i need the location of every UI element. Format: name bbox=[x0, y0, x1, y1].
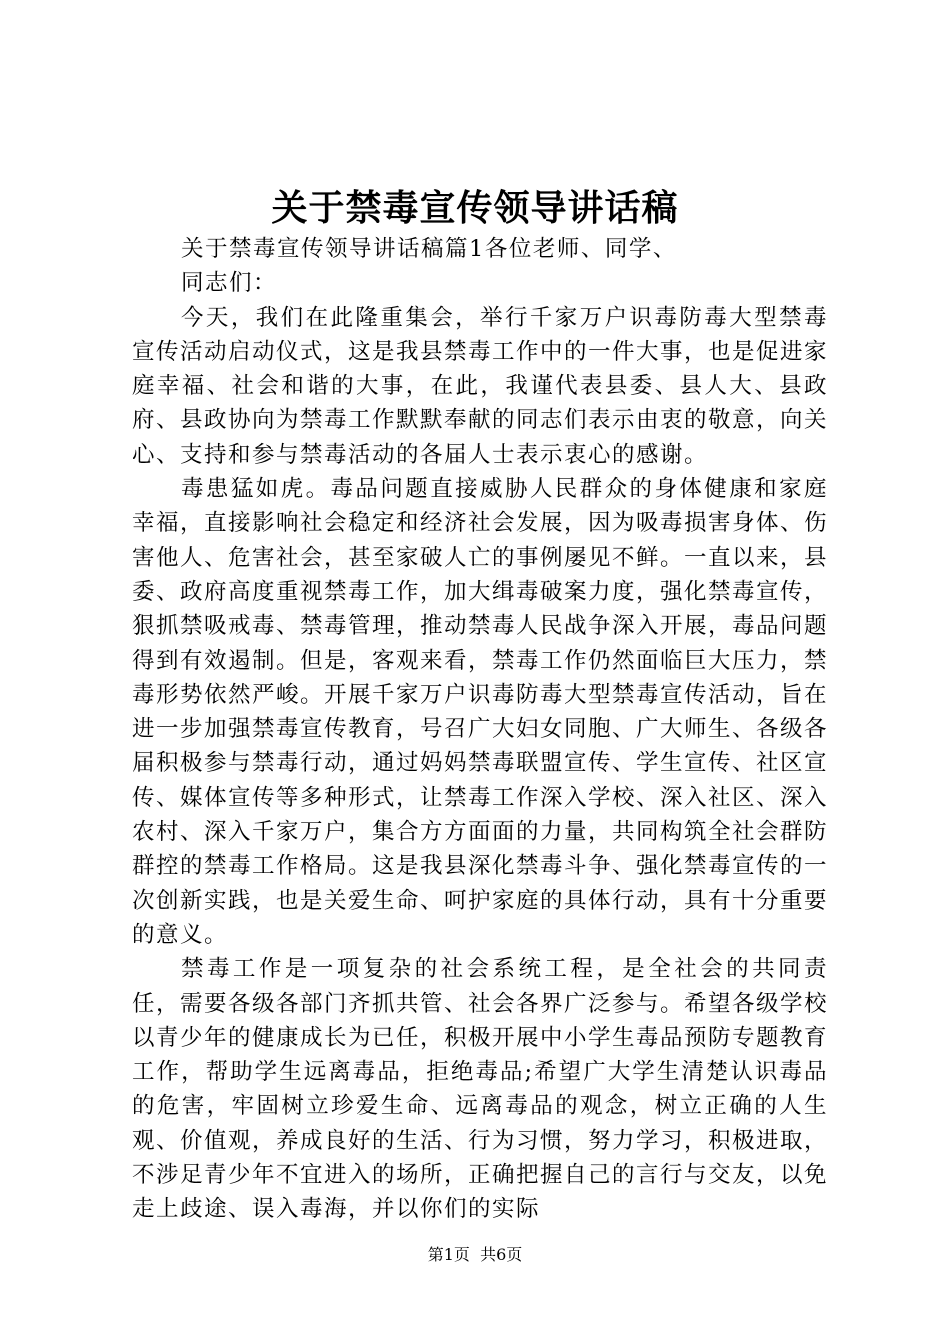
intro-line: 关于禁毒宣传领导讲话稿篇1各位老师、同学、 bbox=[181, 236, 677, 262]
document-body bbox=[132, 232, 828, 1227]
page-number: 第1页 共6页 bbox=[427, 1245, 523, 1264]
page-footer bbox=[0, 1244, 950, 1266]
paragraph-opening: 今天，我们在此隆重集会，举行千家万户识毒防毒大型禁毒宣传活动启动仪式，这是我县禁毒工作中的一件大事，也是促进家庭幸福、社会和谐的大事，在此，我谨代表县委、县人大、县政府、县政协向为禁毒工作默默奉献的同志们表示由衷的敬意，向关心、支持和参与禁毒活动的各届人士表示衷心的感谢。 bbox=[132, 304, 829, 468]
salutation-line: 同志们： bbox=[181, 270, 278, 297]
document-title: 关于禁毒宣传领导讲话稿 bbox=[271, 187, 679, 229]
paragraph-drug-harm: 毒患猛如虎。毒品问题直接威胁人民群众的身体健康和家庭幸福，直接影响社会稳定和经济社会发展，因为吸毒损害身体、伤害他人、危害社会，甚至家破人亡的事例屡见不鲜。一直以来，县委、政府高度重视禁毒工作，加大缉毒破案力度，强化禁毒宣传，狠抓禁吸戒毒、禁毒管理，推动禁毒人民战争深入开展，毒品问题得到有效遏制。但是，客观来看，禁毒工作仍然面临巨大压力，禁毒形势依然严峻。开展千家万户识毒防毒大型禁毒宣传活动，旨在进一步加强禁毒宣传教育，号召广大妇女同胞、广大师生、各级各届积极参与禁毒行动，通过妈妈禁毒联盟宣传、学生宣传、社区宣传、媒体宣传等多种形式，让禁毒工作深入学校、深入社区、深入农村、深入千家万户，集合方方面面的力量，共同构筑全社会群防群控的禁毒工作格局。这是我县深化禁毒斗争、强化禁毒宣传的一次创新实践，也是关爱生命、呵护家庭的具体行动，具有十分重要的意义。 bbox=[132, 476, 829, 948]
paragraph-responsibility: 禁毒工作是一项复杂的社会系统工程，是全社会的共同责任，需要各级各部门齐抓共管、社会各界广泛参与。希望各级学校以青少年的健康成长为已任，积极开展中小学生毒品预防专题教育工作，帮助学生远离毒品，拒绝毒品;希望广大学生清楚认识毒品的危害，牢固树立珍爱生命、远离毒品的观念，树立正确的人生观、价值观，养成良好的生活、行为习惯，努力学习，积极进取，不涉足青少年不宜进入的场所，正确把握自己的言行与交友，以免走上歧途、误入毒海，并以你们的实际 bbox=[132, 956, 829, 1223]
